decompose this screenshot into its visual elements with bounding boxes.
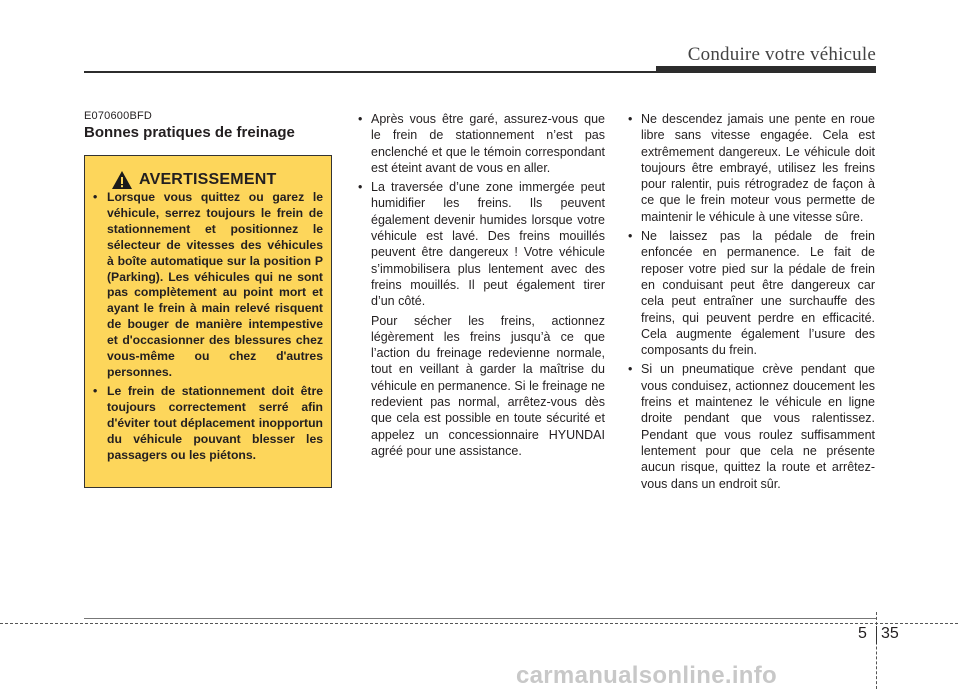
bullet-item: • Si un pneumatique crève pendant que vous conduisez, actionnez doucement les freins et maintenez le véhicule en ligne droite pendant que vous ralentissez. Pendant que vous roulez suffisamment lentement pour que cela ne présente aucun risque, quittez la route et arrêtez-vous dans un endroit sûr.: [626, 361, 875, 491]
bullet-item: • Ne laissez pas la pédale de frein enfoncée en permanence. Le fait de reposer votre pied sur la pédale de frein en conduisant peut être dangereux car cela peut entraîner une surchauffe des freins, qui peuvent perdre en efficacité. Cela augmente également l’usure des composants du frein.: [626, 228, 875, 358]
body-paragraph: Pour sécher les freins, actionnez légèrement les freins jusqu’à ce que l’action du freinage redevienne normale, tout en veillant à garder la maîtrise du véhicule en permanence. Si le freinage ne redevient pas normal, arrêtez-vous dès que cela est possible en toute sécurité et appelez un concessionnaire HYUNDAI agréé pour une assistance.: [371, 313, 605, 458]
warning-header: [111, 170, 276, 190]
warning-item: • Lorsque vous quittez ou garez le véhicule, serrez toujours le frein de stationnement et positionnez le sélecteur de vitesses des véhicules à boîte automatique sur la position P (Parking). Les véhicules qui ne sont pas complètement au point mort et ayant le frein à main relevé risquent de bouger de manière intempestive et d'occasionner des blessures chez vous-même ou chez d'autres personnes.: [91, 190, 323, 381]
bullet-item: • Après vous être garé, assurez-vous que le frein de stationnement n’est pas enclenché et que le témoin correspondant est éteint avant de vous en aller.: [356, 111, 605, 176]
bullet-item: • La traversée d’une zone immergée peut humidifier les freins. Ils peuvent également devenir humides lorsque votre véhicule est lavé. Des freins mouillés peuvent être dangereux ! Votre véhicule s’immobilisera plus lentement avec des freins mouillés. Il peut également tirer d’un côté.: [356, 179, 605, 309]
footer-dashed-line: [0, 623, 958, 624]
footer-rule: [84, 618, 876, 619]
warning-box: [84, 155, 332, 488]
chapter-number: 5: [858, 625, 867, 642]
warning-triangle-icon: [111, 170, 133, 190]
warning-item: • Le frein de stationnement doit être toujours correctement serré afin d'éviter tout déplacement inopportun du véhicule pouvant blesser les passagers ou les piétons.: [91, 384, 323, 464]
footer-vertical-line: [876, 612, 877, 689]
page-number: 35: [881, 625, 899, 642]
header-rule-accent: [656, 66, 876, 73]
bullet-item: • Ne descendez jamais une pente en roue libre sans vitesse engagée. Cela est extrêmement dangereux. Le véhicule doit toujours être embrayé, utilisez les freins pour ralentir, puis rétrogradez de façon à ce que le frein moteur vous permette de maintenir le véhicule à une vitesse sûre.: [626, 111, 875, 225]
page-separator: [876, 626, 877, 644]
warning-list: [91, 190, 323, 466]
page-header-title: Conduire votre véhicule: [687, 44, 876, 65]
section-title: Bonnes pratiques de freinage: [84, 124, 295, 141]
right-column: [626, 111, 875, 495]
section-code: E070600BFD: [84, 110, 153, 122]
warning-label: AVERTISSEMENT: [139, 171, 277, 188]
middle-column: [356, 111, 605, 459]
watermark: carmanualsonline.info: [516, 662, 778, 689]
